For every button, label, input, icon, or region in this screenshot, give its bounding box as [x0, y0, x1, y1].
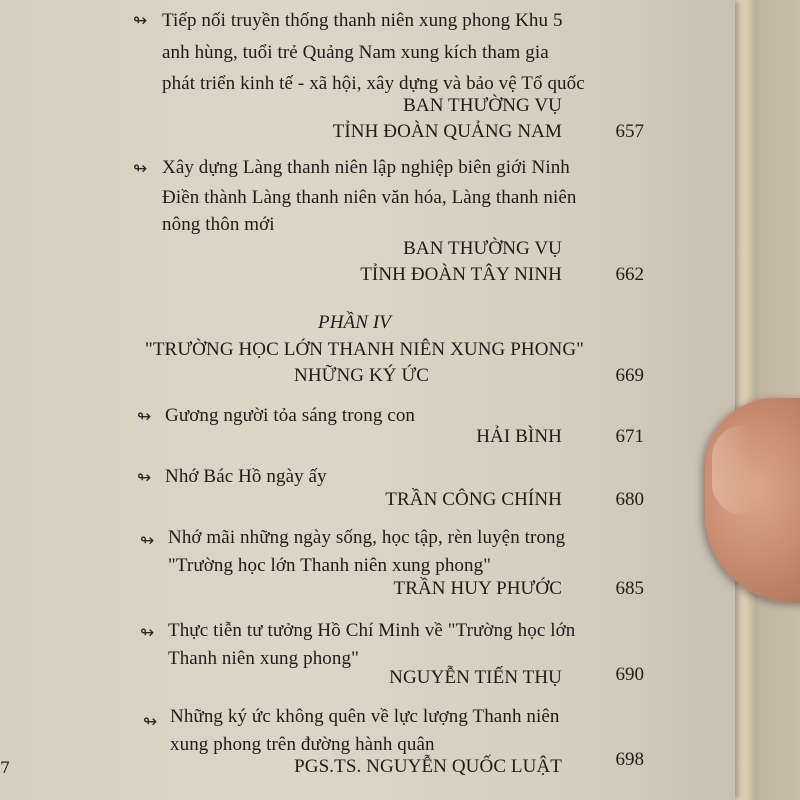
entry-title-line: Nhớ mãi những ngày sống, học tập, rèn luyện trong — [168, 527, 566, 548]
entry-author: BAN THƯỜNG VỤ — [403, 238, 562, 259]
entry-author: TỈNH ĐOÀN QUẢNG NAM — [332, 121, 562, 142]
entry-title-line: Thanh niên xung phong" — [168, 648, 359, 669]
entry-page-number: 698 — [615, 749, 644, 770]
section-page-number: 669 — [615, 365, 644, 386]
page-curl-arrow-icon: ↬ — [140, 531, 155, 551]
entry-title-line: xung phong trên đường hành quân — [170, 734, 435, 755]
entry-title-line: Xây dựng Làng thanh niên lập nghiệp biên giới Ninh — [162, 157, 570, 178]
page-curl-arrow-icon: ↬ — [140, 623, 155, 643]
entry-page-number: 671 — [615, 426, 644, 447]
finger-highlight — [712, 425, 752, 515]
page-curl-arrow-icon: ↬ — [143, 712, 158, 732]
page-curl-arrow-icon: ↬ — [133, 159, 148, 179]
entry-page-number: 685 — [615, 578, 644, 599]
entry-author: HẢI BÌNH — [476, 426, 562, 447]
entry-page-number: 680 — [615, 489, 644, 510]
entry-page-number: 662 — [615, 264, 644, 285]
section-part-label: PHẦN IV — [318, 312, 391, 333]
section-title: "TRƯỜNG HỌC LỚN THANH NIÊN XUNG PHONG" — [145, 339, 585, 360]
entry-title-line: Những ký ức không quên về lực lượng Thanh niên — [170, 706, 560, 727]
entry-title-line: Gương người tỏa sáng trong con — [165, 405, 416, 426]
entry-author: PGS.TS. NGUYỄN QUỐC LUẬT — [294, 756, 562, 777]
page-number: 7 — [0, 758, 11, 777]
entry-author: TRẦN HUY PHƯỚC — [393, 578, 562, 599]
entry-title-line: nông thôn mới — [162, 214, 275, 235]
page-curl-arrow-icon: ↬ — [133, 11, 148, 31]
entry-author: BAN THƯỜNG VỤ — [403, 95, 562, 116]
entry-title-line: Tiếp nối truyền thống thanh niên xung phong Khu 5 — [162, 10, 563, 31]
entry-page-number: 690 — [615, 664, 644, 685]
page-curl-arrow-icon: ↬ — [137, 468, 152, 488]
entry-page-number: 657 — [615, 121, 644, 142]
entry-title-line: "Trường học lớn Thanh niên xung phong" — [168, 555, 492, 576]
entry-author: NGUYỄN TIẾN THỤ — [389, 667, 562, 688]
section-title: NHỮNG KÝ ỨC — [294, 365, 430, 386]
entry-title-line: Điền thành Làng thanh niên văn hóa, Làng thanh niên — [162, 187, 577, 208]
entry-title-line: Thực tiễn tư tưởng Hồ Chí Minh về "Trường học lớn — [168, 620, 576, 641]
page-edge — [735, 0, 757, 800]
page-curl-arrow-icon: ↬ — [137, 407, 152, 427]
entry-author: TỈNH ĐOÀN TÂY NINH — [360, 264, 562, 285]
entry-title-line: phát triển kinh tế - xã hội, xây dựng và bảo vệ Tổ quốc — [162, 73, 585, 94]
entry-title-line: Nhớ Bác Hồ ngày ấy — [165, 466, 327, 487]
entry-title-line: anh hùng, tuổi trẻ Quảng Nam xung kích tham gia — [162, 42, 549, 63]
entry-author: TRẦN CÔNG CHÍNH — [385, 489, 562, 510]
